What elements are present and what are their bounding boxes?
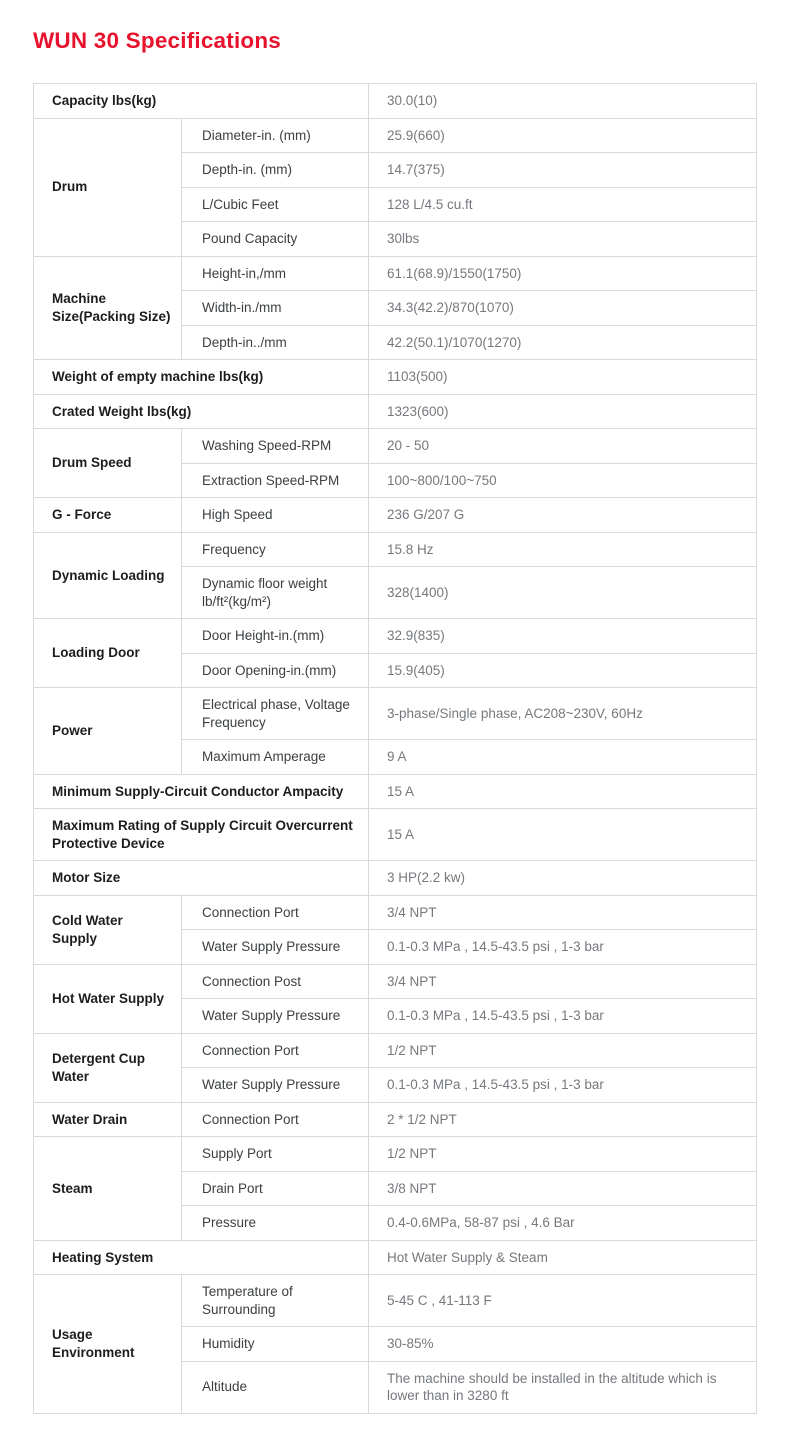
spec-value: 15.9(405) (369, 653, 757, 688)
spec-group-label: Power (34, 688, 182, 775)
spec-sub-label: Drain Port (182, 1171, 369, 1206)
spec-value: 25.9(660) (369, 118, 757, 153)
spec-group-label: Machine Size(Packing Size) (34, 256, 182, 360)
spec-group-label: Drum Speed (34, 429, 182, 498)
spec-row (34, 895, 757, 930)
spec-sub-label: Depth-in. (mm) (182, 153, 369, 188)
spec-sub-label: Connection Port (182, 1033, 369, 1068)
spec-sub-label: Altitude (182, 1361, 369, 1413)
spec-value: 32.9(835) (369, 619, 757, 654)
spec-value: 14.7(375) (369, 153, 757, 188)
spec-row (34, 1137, 757, 1172)
spec-sub-label: Temperature of Surrounding (182, 1275, 369, 1327)
spec-sub-label: Depth-in../mm (182, 325, 369, 360)
spec-row (34, 1033, 757, 1068)
spec-value: 100~800/100~750 (369, 463, 757, 498)
spec-value: 15 A (369, 774, 757, 809)
spec-label: Minimum Supply-Circuit Conductor Ampacity (34, 774, 369, 809)
spec-sub-label: Extraction Speed-RPM (182, 463, 369, 498)
spec-group-label: Usage Environment (34, 1275, 182, 1414)
spec-sub-label: Width-in./mm (182, 291, 369, 326)
spec-sub-label: Dynamic floor weight lb/ft²(kg/m²) (182, 567, 369, 619)
spec-value: 328(1400) (369, 567, 757, 619)
spec-sub-label: Frequency (182, 532, 369, 567)
spec-value: 3/4 NPT (369, 964, 757, 999)
spec-row (34, 774, 757, 809)
spec-sub-label: Maximum Amperage (182, 740, 369, 775)
spec-sub-label: Supply Port (182, 1137, 369, 1172)
spec-value: 1/2 NPT (369, 1033, 757, 1068)
spec-value: 30-85% (369, 1327, 757, 1362)
spec-row (34, 1275, 757, 1327)
spec-sub-label: Connection Port (182, 1102, 369, 1137)
spec-sub-label: Water Supply Pressure (182, 1068, 369, 1103)
spec-sub-label: Height-in,/mm (182, 256, 369, 291)
spec-value: 1/2 NPT (369, 1137, 757, 1172)
spec-value: 3-phase/Single phase, AC208~230V, 60Hz (369, 688, 757, 740)
spec-group-label: G - Force (34, 498, 182, 533)
spec-value: 15.8 Hz (369, 532, 757, 567)
spec-group-label: Hot Water Supply (34, 964, 182, 1033)
spec-value: 3/4 NPT (369, 895, 757, 930)
spec-row (34, 532, 757, 567)
spec-value: 3 HP(2.2 kw) (369, 861, 757, 896)
page-title: WUN 30 Specifications (33, 28, 282, 53)
spec-value: 9 A (369, 740, 757, 775)
spec-row (34, 498, 757, 533)
spec-row (34, 118, 757, 153)
spec-row (34, 619, 757, 654)
spec-value: 3/8 NPT (369, 1171, 757, 1206)
specifications-table (33, 83, 757, 1414)
spec-value: 34.3(42.2)/870(1070) (369, 291, 757, 326)
spec-value: 42.2(50.1)/1070(1270) (369, 325, 757, 360)
spec-sub-label: Humidity (182, 1327, 369, 1362)
spec-group-label: Water Drain (34, 1102, 182, 1137)
spec-value: 0.1-0.3 MPa , 14.5-43.5 psi , 1-3 bar (369, 1068, 757, 1103)
spec-value: 30.0(10) (369, 84, 757, 119)
spec-label: Maximum Rating of Supply Circuit Overcurrent Protective Device (34, 809, 369, 861)
spec-sub-label: Door Opening-in.(mm) (182, 653, 369, 688)
spec-value: 128 L/4.5 cu.ft (369, 187, 757, 222)
spec-sub-label: Pressure (182, 1206, 369, 1241)
spec-value: 236 G/207 G (369, 498, 757, 533)
spec-label: Motor Size (34, 861, 369, 896)
spec-value: 15 A (369, 809, 757, 861)
spec-sub-label: Connection Port (182, 895, 369, 930)
spec-sub-label: Washing Speed-RPM (182, 429, 369, 464)
spec-sub-label: L/Cubic Feet (182, 187, 369, 222)
spec-row (34, 809, 757, 861)
spec-value: 30lbs (369, 222, 757, 257)
spec-value: 0.1-0.3 MPa , 14.5-43.5 psi , 1-3 bar (369, 930, 757, 965)
spec-label: Capacity lbs(kg) (34, 84, 369, 119)
spec-value: 1323(600) (369, 394, 757, 429)
spec-label: Heating System (34, 1240, 369, 1275)
spec-value: 0.4-0.6MPa, 58-87 psi , 4.6 Bar (369, 1206, 757, 1241)
spec-sub-label: Water Supply Pressure (182, 930, 369, 965)
spec-sub-label: Water Supply Pressure (182, 999, 369, 1034)
spec-group-label: Dynamic Loading (34, 532, 182, 619)
spec-row (34, 360, 757, 395)
spec-sub-label: Connection Post (182, 964, 369, 999)
spec-sub-label: Door Height-in.(mm) (182, 619, 369, 654)
spec-group-label: Drum (34, 118, 182, 256)
spec-sub-label: High Speed (182, 498, 369, 533)
spec-row (34, 861, 757, 896)
spec-row (34, 1240, 757, 1275)
spec-value: 5-45 C , 41-113 F (369, 1275, 757, 1327)
spec-value: Hot Water Supply & Steam (369, 1240, 757, 1275)
spec-row (34, 688, 757, 740)
spec-row (34, 1102, 757, 1137)
spec-value: 0.1-0.3 MPa , 14.5-43.5 psi , 1-3 bar (369, 999, 757, 1034)
spec-value: 2 * 1/2 NPT (369, 1102, 757, 1137)
spec-sub-label: Diameter-in. (mm) (182, 118, 369, 153)
spec-row (34, 394, 757, 429)
spec-value: 61.1(68.9)/1550(1750) (369, 256, 757, 291)
spec-row (34, 84, 757, 119)
spec-value: 1103(500) (369, 360, 757, 395)
spec-group-label: Steam (34, 1137, 182, 1241)
spec-row (34, 429, 757, 464)
spec-value: 20 - 50 (369, 429, 757, 464)
spec-sub-label: Pound Capacity (182, 222, 369, 257)
spec-group-label: Cold Water Supply (34, 895, 182, 964)
spec-row (34, 964, 757, 999)
spec-sub-label: Electrical phase, Voltage Frequency (182, 688, 369, 740)
spec-row (34, 256, 757, 291)
spec-label: Weight of empty machine lbs(kg) (34, 360, 369, 395)
spec-group-label: Loading Door (34, 619, 182, 688)
spec-value: The machine should be installed in the altitude which is lower than in 3280 ft (369, 1361, 757, 1413)
spec-label: Crated Weight lbs(kg) (34, 394, 369, 429)
spec-group-label: Detergent Cup Water (34, 1033, 182, 1102)
